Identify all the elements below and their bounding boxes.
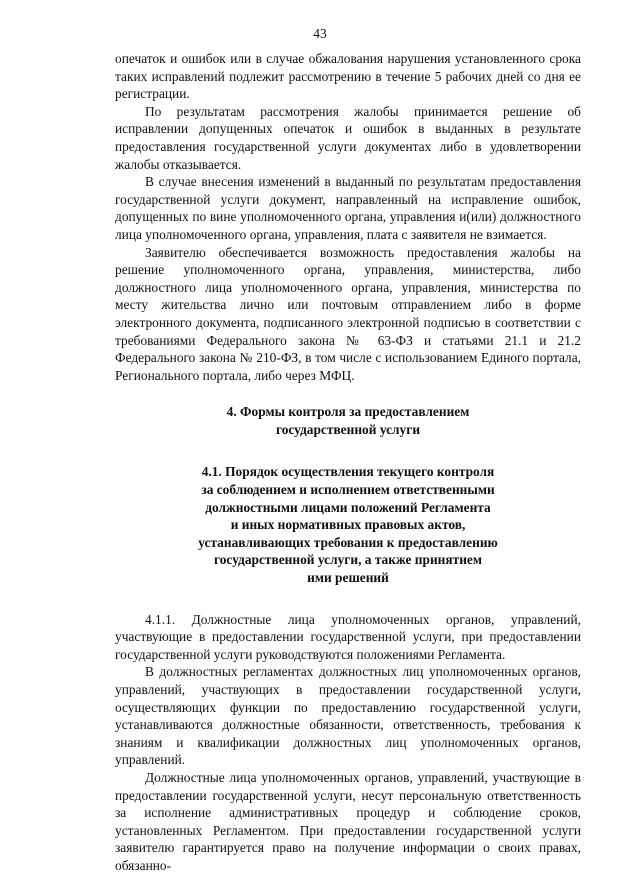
subsection-heading-line: и иных нормативных правовых актов, [230, 517, 466, 533]
paragraph: опечаток и ошибок или в случае обжалования нарушения установленного срока таких исправлений подлежит рассмотрению в течение 5 рабочих дней со дня ее регистрации. [115, 51, 581, 102]
paragraph: Должностные лица уполномоченных органов, управлений, участвующие в предоставлении государственной услуги, несут персональную ответственность за исполнение административных процедур и соблюдение сроков, установленных Регламентом. При предоставлении государственной услуги заявителю гарантируется право на получение информации о своих правах, обязанно- [115, 769, 581, 873]
paragraph: Заявителю обеспечивается возможность предоставления жалобы на решение уполномоченного органа, управления, министерства, либо должностного лица уполномоченного органа, управления, министерства по месту жительства лично или почтовым отправлением либо в форме электронного документа, подписанного электронной подписью в соответствии с требованиями Федерального закона № 63-ФЗ и статьями 21.1 и 21.2 Федерального закона № 210-ФЗ, в том числе с использованием Единого портала, Регионального портала, либо через МФЦ. [115, 244, 581, 383]
subsection-heading-line: 4.1. Порядок осуществления текущего контроля [201, 464, 495, 480]
subsection-heading-line: за соблюдением и исполнением ответственными [201, 482, 495, 498]
subsection-heading [115, 463, 581, 586]
page-body [115, 50, 581, 875]
subsection-heading-line: государственной услуги, а также принятием [213, 552, 482, 568]
section-heading-line: государственной услуги [275, 421, 421, 437]
subsection-heading-line: ими решений [307, 570, 389, 586]
paragraph: В должностных регламентах должностных лиц уполномоченных органов, управлений, участвующих в предоставлении государственной услуги, осуществляющих функции по предоставлению государственной услуги, устанавливаются должностные обязанности, ответственность, требования к знаниям и квалификации должностных лиц уполномоченных органов, управлений. [115, 664, 581, 768]
paragraph: По результатам рассмотрения жалобы принимается решение об исправлении допущенных опечаток и ошибок в выданных в результате предоставления государственной услуги документах либо в удовлетворении жалобы отказывается. [115, 103, 581, 172]
paragraph: 4.1.1. Должностные лица уполномоченных органов, управлений, участвующие в предоставлении государственной услуги, при предоставлении государственной услуги руководствуются положениями Регламента. [115, 611, 581, 662]
paragraph: В случае внесения изменений в выданный по результатам предоставления государственной услуги документ, направленный на исправление ошибок, допущенных по вине уполномоченного органа, управления и(или) должностного лица уполномоченного органа, управления, плата с заявителя не взимается. [115, 174, 581, 242]
subsection-heading-line: устанавливающих требования к предоставлению [198, 534, 498, 550]
page-number: 43 [313, 26, 327, 41]
section-heading [115, 403, 581, 438]
section-heading-line: 4. Формы контроля за предоставлением [226, 404, 470, 420]
subsection-heading-line: должностными лицами положений Регламента [205, 499, 491, 515]
